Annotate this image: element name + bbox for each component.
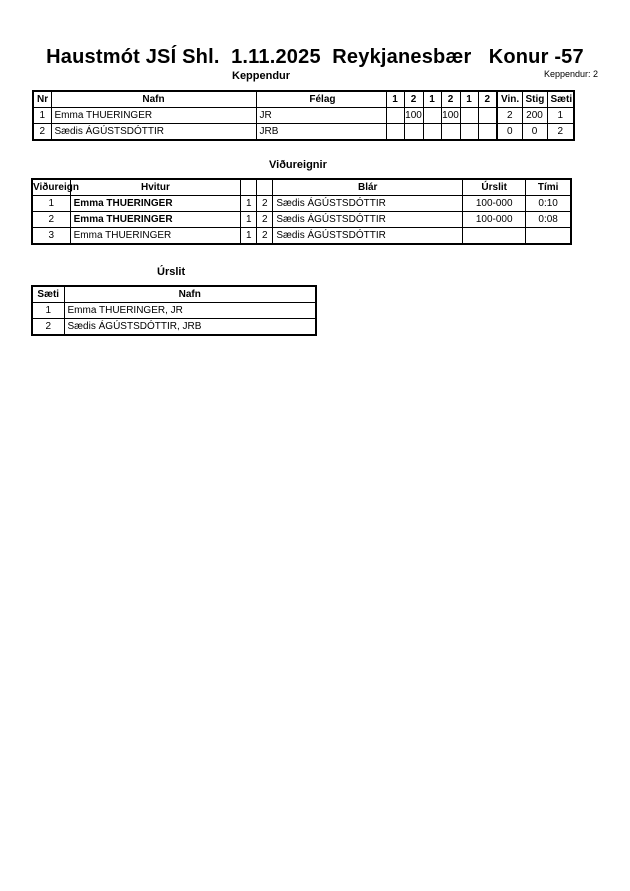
cell-result: 100-000 <box>463 212 526 228</box>
cell-time: 0:10 <box>526 196 571 212</box>
col-round: 1 <box>460 91 478 108</box>
col-round: 1 <box>386 91 404 108</box>
cell-blue-nr: 2 <box>257 228 273 245</box>
cell-score <box>478 124 497 141</box>
table-row <box>32 228 571 245</box>
col-round: 2 <box>441 91 460 108</box>
results-header-row <box>32 286 316 303</box>
col-points: Stig <box>522 91 547 108</box>
col-time: Tími <box>526 179 571 196</box>
matches-table <box>31 178 572 245</box>
cell-place: 1 <box>547 108 574 124</box>
matches-header-row <box>32 179 571 196</box>
cell-score <box>423 108 441 124</box>
competitor-count: Keppendur: 2 <box>543 69 598 79</box>
cell-blue: Sædis ÁGÚSTSDÓTTIR <box>273 228 463 245</box>
cell-points: 200 <box>522 108 547 124</box>
cell-score <box>441 124 460 141</box>
col-white: Hvitur <box>70 179 241 196</box>
table-row <box>33 108 574 124</box>
col-club: Félag <box>256 91 386 108</box>
cell-blue-nr: 2 <box>257 212 273 228</box>
table-row <box>32 319 316 336</box>
col-place: Sæti <box>32 286 64 303</box>
col-white-nr <box>241 179 257 196</box>
table-row <box>32 303 316 319</box>
cell-result <box>463 228 526 245</box>
col-blue: Blár <box>273 179 463 196</box>
cell-white-nr: 1 <box>241 196 257 212</box>
cell-score <box>423 124 441 141</box>
col-place: Sæti <box>547 91 574 108</box>
cell-white-nr: 1 <box>241 228 257 245</box>
competitors-heading: Keppendur <box>232 70 291 82</box>
col-round: 2 <box>478 91 497 108</box>
cell-score <box>386 124 404 141</box>
col-round: 1 <box>423 91 441 108</box>
cell-result: 100-000 <box>463 196 526 212</box>
cell-wins: 2 <box>497 108 522 124</box>
cell-place: 1 <box>32 303 64 319</box>
cell-score <box>460 124 478 141</box>
table-row <box>33 124 574 141</box>
col-round: 2 <box>404 91 423 108</box>
competitors-header-row <box>33 91 574 108</box>
cell-points: 0 <box>522 124 547 141</box>
cell-score <box>460 108 478 124</box>
table-row <box>32 212 571 228</box>
cell-club: JRB <box>256 124 386 141</box>
cell-name: Sædis ÁGÚSTSDÓTTIR, JRB <box>64 319 316 336</box>
col-result: Úrslit <box>463 179 526 196</box>
cell-white: Emma THUERINGER <box>70 212 241 228</box>
cell-place: 2 <box>547 124 574 141</box>
col-blue-nr <box>257 179 273 196</box>
competitors-table <box>32 90 575 141</box>
cell-match-no: 3 <box>32 228 70 245</box>
col-nr: Nr <box>33 91 51 108</box>
cell-white: Emma THUERINGER <box>70 196 241 212</box>
cell-time: 0:08 <box>526 212 571 228</box>
cell-match-no: 1 <box>32 196 70 212</box>
cell-score: 100 <box>404 108 423 124</box>
cell-name: Emma THUERINGER, JR <box>64 303 316 319</box>
matches-heading: Viðureignir <box>269 159 327 171</box>
cell-score <box>478 108 497 124</box>
page-title: Haustmót JSÍ Shl. 1.11.2025 Reykjanesbær Konur -57 <box>46 46 584 68</box>
col-name: Nafn <box>51 91 256 108</box>
cell-nr: 1 <box>33 108 51 124</box>
cell-club: JR <box>256 108 386 124</box>
table-row <box>32 196 571 212</box>
cell-place: 2 <box>32 319 64 336</box>
results-heading: Úrslit <box>157 266 186 278</box>
cell-match-no: 2 <box>32 212 70 228</box>
cell-blue-nr: 2 <box>257 196 273 212</box>
cell-name: Sædis ÁGÚSTSDÓTTIR <box>51 124 256 141</box>
cell-white: Emma THUERINGER <box>70 228 241 245</box>
cell-wins: 0 <box>497 124 522 141</box>
cell-name: Emma THUERINGER <box>51 108 256 124</box>
col-match: Viðureign <box>32 179 70 196</box>
cell-time <box>526 228 571 245</box>
cell-nr: 2 <box>33 124 51 141</box>
cell-score <box>404 124 423 141</box>
cell-score <box>386 108 404 124</box>
cell-white-nr: 1 <box>241 212 257 228</box>
cell-score: 100 <box>441 108 460 124</box>
col-wins: Vin. <box>497 91 522 108</box>
cell-blue: Sædis ÁGÚSTSDÓTTIR <box>273 196 463 212</box>
col-name: Nafn <box>64 286 316 303</box>
cell-blue: Sædis ÁGÚSTSDÓTTIR <box>273 212 463 228</box>
results-table <box>31 285 317 336</box>
